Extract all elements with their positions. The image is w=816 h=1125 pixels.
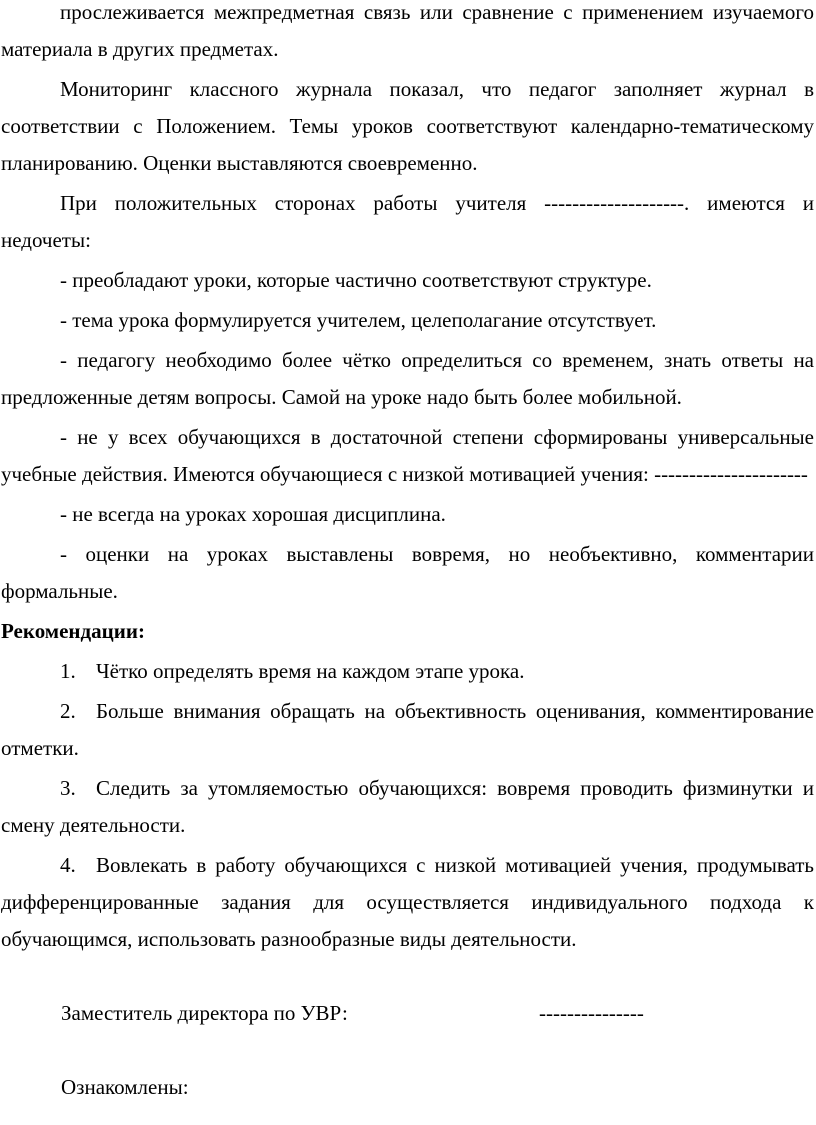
signature-line: --------------- xyxy=(539,1001,644,1025)
signature-block xyxy=(1,995,814,1032)
recommendation-number: 2. xyxy=(60,699,76,723)
recommendation-text: Чётко определять время на каждом этапе урока. xyxy=(96,659,525,683)
shortcoming-item: - не всегда на уроках хорошая дисциплина. xyxy=(60,502,446,526)
recommendation-number: 1. xyxy=(60,659,76,683)
recommendations-heading: Рекомендации: xyxy=(1,619,145,643)
recommendation-text: Вовлекать в работу обучающихся с низкой мотивацией учения, продумывать дифференцированные задания для осуществляется индивидуального подхода к обучающимся, использовать разнообразные виды деятельности. xyxy=(1,853,814,951)
recommendation-item xyxy=(1,653,814,690)
recommendation-item xyxy=(1,847,814,958)
acknowledged-label: Ознакомлены: xyxy=(61,1075,189,1099)
shortcoming-item: - не у всех обучающихся в достаточной степени сформированы универсальные учебные действия. Имеются обучающиеся с низкой мотивацией учения: ---------------------- xyxy=(1,425,814,486)
recommendation-text: Следить за утомляемостью обучающихся: вовремя проводить физминутки и смену деятельности. xyxy=(1,776,814,837)
shortcoming-item: - тема урока формулируется учителем, целеполагание отсутствует. xyxy=(60,308,657,332)
shortcoming-item: - педагогу необходимо более чётко определиться со временем, знать ответы на предложенные детям вопросы. Самой на уроке надо быть более мобильной. xyxy=(1,348,814,409)
recommendation-item xyxy=(1,693,814,767)
shortcoming-item: - оценки на уроках выставлены вовремя, но необъективно, комментарии формальные. xyxy=(1,542,814,603)
recommendation-number: 4. xyxy=(60,853,76,877)
shortcoming-item: - преобладают уроки, которые частично соответствуют структуре. xyxy=(60,268,652,292)
paragraph-intersubject: прослеживается межпредметная связь или сравнение с применением изучаемого материала в других предметах. xyxy=(1,0,814,61)
paragraph-shortcomings-intro: При положительных сторонах работы учителя --------------------. имеются и недочеты: xyxy=(1,191,814,252)
paragraph-journal-monitoring: Мониторинг классного журнала показал, что педагог заполняет журнал в соответствии с Положением. Темы уроков соответствуют календарно-тематическому планированию. Оценки выставляются своевременно. xyxy=(1,77,814,175)
recommendation-number: 3. xyxy=(60,776,76,800)
recommendation-item xyxy=(1,770,814,844)
signature-label: Заместитель директора по УВР: xyxy=(61,1001,348,1025)
recommendation-text: Больше внимания обращать на объективность оценивания, комментирование отметки. xyxy=(1,699,814,760)
